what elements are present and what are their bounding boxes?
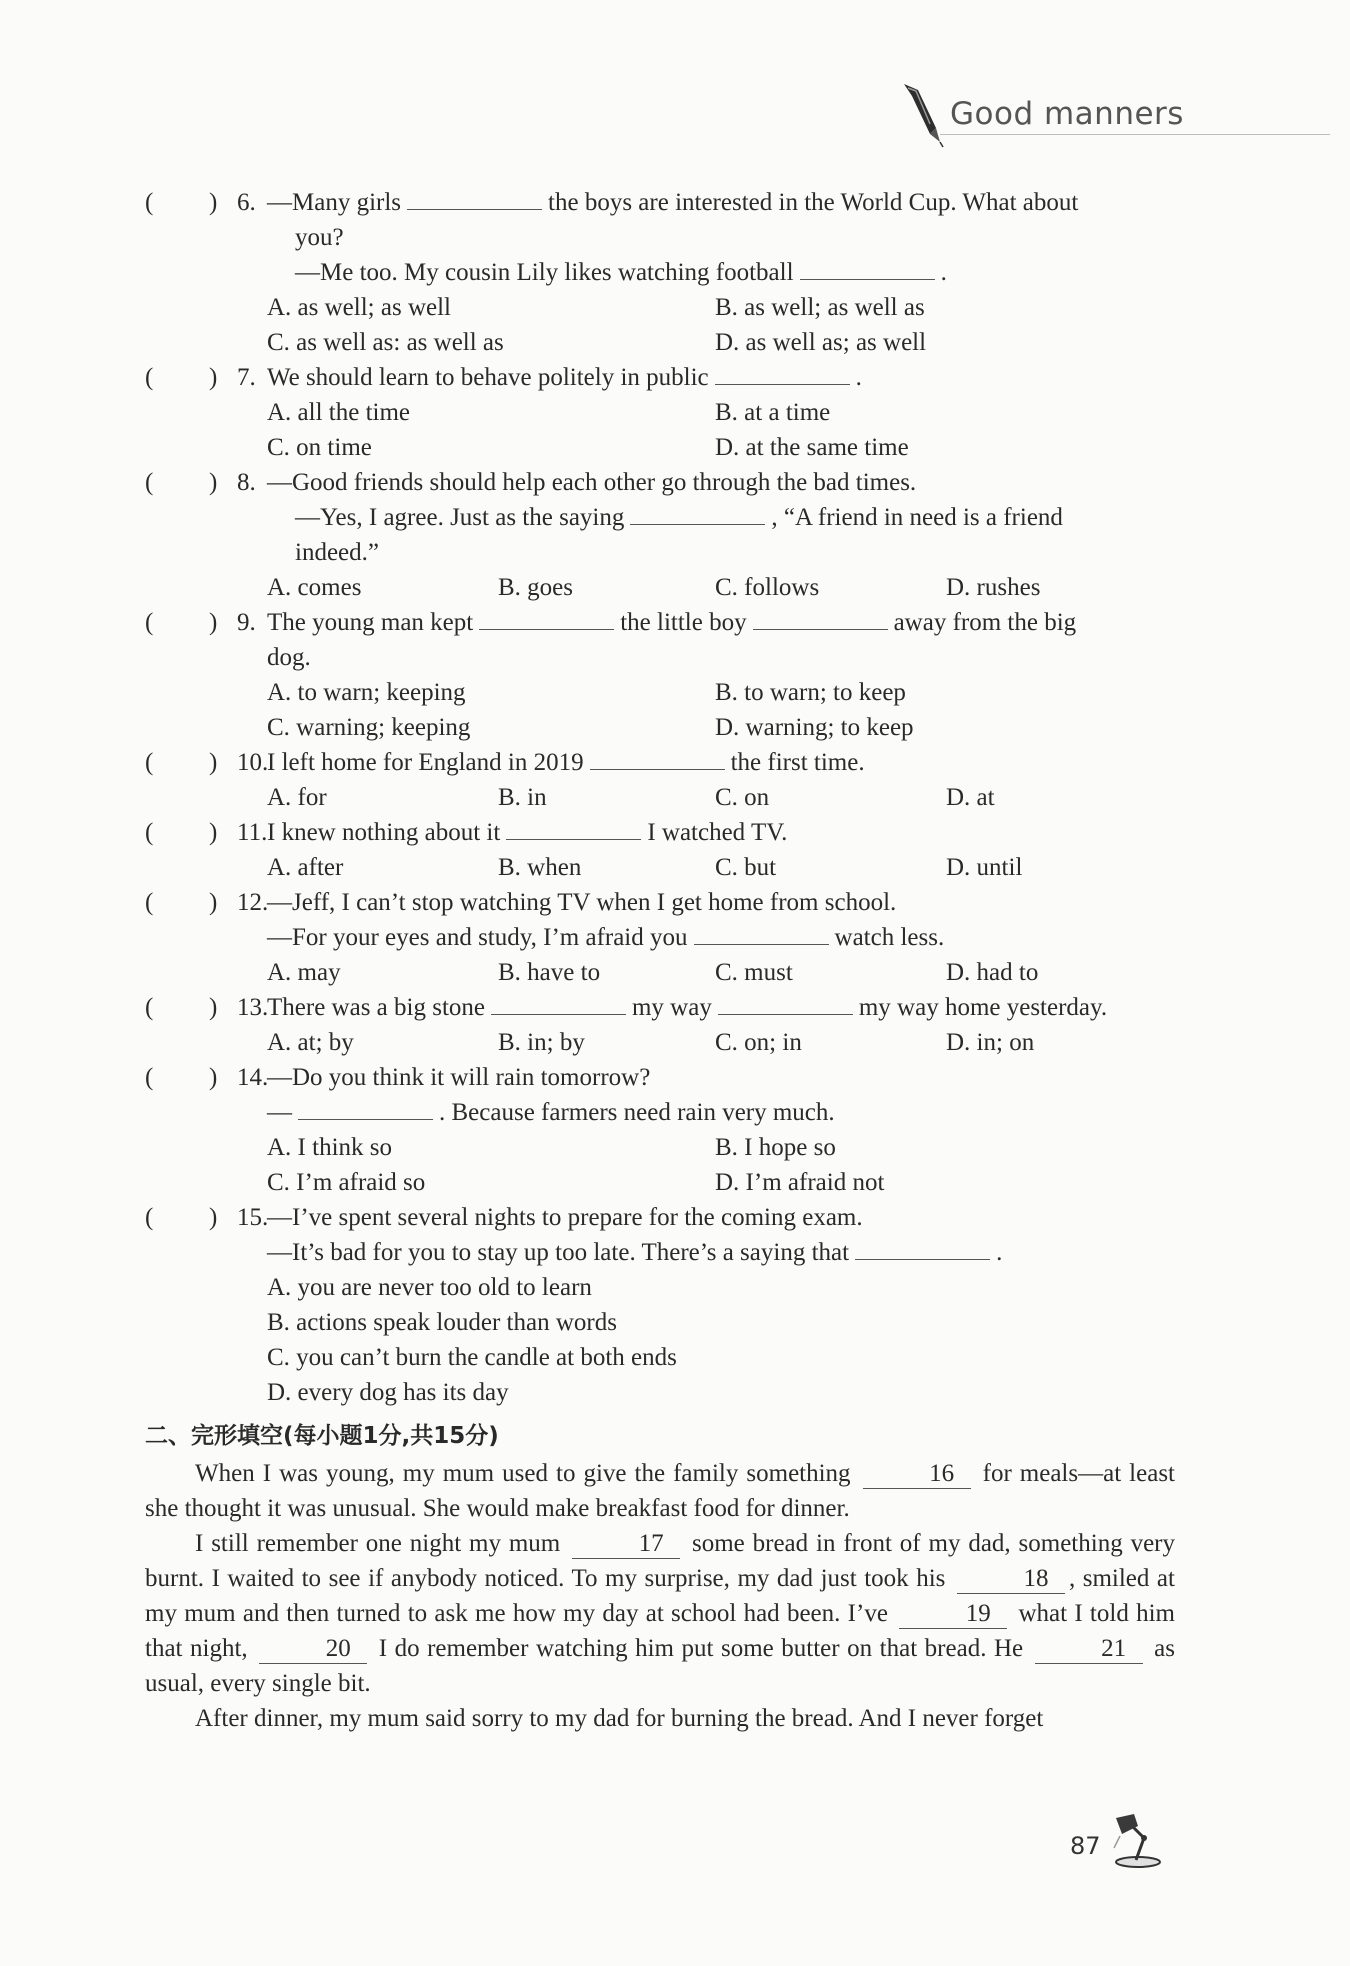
right-paren: ) [209, 609, 218, 636]
question-stem-line [267, 920, 1175, 955]
stem-text: my way [631, 994, 712, 1021]
question-stem-line [267, 1200, 1175, 1235]
question-body [267, 745, 1175, 815]
question-body [267, 360, 1175, 465]
question-body [267, 605, 1175, 745]
passage-text: what I told him that night, [145, 1600, 1175, 1662]
stem-text: the boys are interested in the World Cup. What about [548, 189, 1079, 216]
stem-text: the little boy [620, 609, 747, 636]
right-paren: ) [209, 994, 218, 1021]
question-body [267, 1200, 1175, 1410]
question-body [267, 885, 1175, 990]
answer-blank[interactable] [590, 747, 725, 770]
options-list [267, 780, 1175, 815]
question-body [267, 185, 1175, 360]
question-body [267, 465, 1175, 605]
left-paren: ( [145, 1204, 154, 1231]
stem-text: . [996, 1239, 1003, 1266]
options-list [267, 1270, 1175, 1410]
option-a[interactable]: A. at; by [267, 1029, 354, 1056]
passage-text: I still remember one night my mum [195, 1530, 569, 1557]
answer-blank[interactable] [479, 607, 614, 630]
question-number: 14. [237, 1064, 269, 1091]
options-list [267, 850, 1175, 885]
stem-text: —For your eyes and study, I’m afraid you [267, 924, 688, 951]
question-number: 6. [237, 189, 256, 216]
header-title: Good manners [950, 96, 1184, 132]
right-paren: ) [209, 819, 218, 846]
stem-text: . [940, 259, 947, 286]
option-c[interactable]: C. on [715, 784, 770, 811]
stem-text: away from the big [893, 609, 1077, 636]
answer-blank[interactable] [506, 817, 641, 840]
option-d[interactable]: D. as well as; as well [715, 329, 927, 356]
option-b[interactable]: B. at a time [715, 399, 831, 426]
stem-text: indeed.” [295, 539, 379, 566]
option-d[interactable]: D. at [946, 784, 995, 811]
page-header [890, 82, 1330, 152]
stem-text: my way home yesterday. [858, 994, 1108, 1021]
left-paren: ( [145, 889, 154, 916]
option-d[interactable]: D. in; on [946, 1029, 1035, 1056]
cloze-blank[interactable]: 16 [863, 1460, 971, 1489]
option-d[interactable]: D. rushes [946, 574, 1041, 601]
options-list [267, 675, 1175, 745]
stem-text: I left home for England in 2019 [267, 749, 584, 776]
question-number: 10. [237, 749, 269, 776]
answer-blank[interactable] [407, 187, 542, 210]
answer-blank[interactable] [694, 922, 829, 945]
option-d[interactable]: D. until [946, 854, 1023, 881]
question-item [145, 990, 1175, 1060]
stem-text: We should learn to behave politely in public [267, 364, 709, 391]
question-number: 13. [237, 994, 269, 1021]
option-a[interactable]: A. to warn; keeping [267, 679, 466, 706]
question-number: 12. [237, 889, 269, 916]
right-paren: ) [209, 749, 218, 776]
question-stem-line [267, 885, 1175, 920]
question-number: 15. [237, 1204, 269, 1231]
left-paren: ( [145, 364, 154, 391]
option-a[interactable]: A. comes [267, 574, 362, 601]
cloze-passage [145, 1456, 1175, 1736]
option-b[interactable]: B. goes [498, 574, 573, 601]
question-body [267, 1060, 1175, 1200]
passage-text: When I was young, my mum used to give the family something [195, 1460, 859, 1487]
desk-lamp-icon [1108, 1810, 1168, 1870]
question-stem-line [267, 360, 1175, 395]
option-b[interactable]: B. in [498, 784, 547, 811]
options-list [267, 955, 1175, 990]
question-item [145, 465, 1175, 605]
question-stem-line [267, 1235, 1175, 1270]
cloze-blank[interactable]: 20 [259, 1635, 367, 1664]
options-list [267, 290, 1175, 360]
option-b[interactable]: B. as well; as well as [715, 294, 925, 321]
option-a[interactable]: A. as well; as well [267, 294, 451, 321]
cloze-blank[interactable]: 21 [1035, 1635, 1143, 1664]
question-stem-line [267, 745, 1175, 780]
option-b[interactable]: B. when [498, 854, 582, 881]
option-d[interactable]: D. had to [946, 959, 1039, 986]
passage-paragraph [145, 1701, 1175, 1736]
option-c[interactable]: C. you can’t burn the candle at both ends [267, 1344, 677, 1371]
option-a[interactable]: A. after [267, 854, 344, 881]
stem-text: —Me too. My cousin Lily likes watching football [295, 259, 794, 286]
question-stem-line [267, 1060, 1175, 1095]
cloze-blank[interactable]: 18 [957, 1565, 1065, 1594]
option-d[interactable]: D. at the same time [715, 434, 909, 461]
left-paren: ( [145, 469, 154, 496]
option-a[interactable]: A. I think so [267, 1134, 392, 1161]
options-list [267, 395, 1175, 465]
passage-paragraph [145, 1526, 1175, 1701]
passage-text: After dinner, my mum said sorry to my dad for burning the bread. And I never forget [195, 1705, 1044, 1732]
header-rule [940, 134, 1330, 135]
right-paren: ) [209, 1204, 218, 1231]
question-number: 7. [237, 364, 256, 391]
options-list [267, 1025, 1175, 1060]
stem-text: watch less. [834, 924, 945, 951]
stem-text: , “A friend in need is a friend [771, 504, 1063, 531]
stem-text: dog. [267, 644, 311, 671]
question-item [145, 1060, 1175, 1200]
option-d[interactable]: D. I’m afraid not [715, 1169, 885, 1196]
left-paren: ( [145, 819, 154, 846]
left-paren: ( [145, 1064, 154, 1091]
right-paren: ) [209, 469, 218, 496]
question-stem-line [267, 255, 1175, 290]
option-c[interactable]: C. as well as: as well as [267, 329, 504, 356]
stem-text: I knew nothing about it [267, 819, 501, 846]
stem-text: There was a big stone [267, 994, 485, 1021]
cloze-blank[interactable]: 19 [899, 1600, 1007, 1629]
options-list [267, 1130, 1175, 1200]
stem-text: The young man kept [267, 609, 474, 636]
question-item [145, 815, 1175, 885]
stem-text: . [855, 364, 862, 391]
option-b[interactable]: B. I hope so [715, 1134, 836, 1161]
question-stem-line [267, 815, 1175, 850]
section-heading: 二、完形填空(每小题1分,共15分) [145, 1423, 499, 1449]
option-d[interactable]: D. warning; to keep [715, 714, 914, 741]
stem-text: —Many girls [267, 189, 402, 216]
stem-text: I watched TV. [647, 819, 788, 846]
passage-text: , smiled at my mum and then turned to ask me how my day at school had been. I’ve [145, 1565, 1175, 1627]
stem-text: —Yes, I agree. Just as the saying [295, 504, 625, 531]
cloze-blank[interactable]: 17 [572, 1530, 680, 1559]
stem-text: —It’s bad for you to stay up too late. There’s a saying that [267, 1239, 850, 1266]
question-item [145, 1200, 1175, 1410]
stem-text: —I’ve spent several nights to prepare for the coming exam. [267, 1204, 863, 1231]
answer-blank[interactable] [715, 362, 850, 385]
passage-text: as usual, every single bit. [145, 1635, 1175, 1697]
option-c[interactable]: C. on; in [715, 1029, 802, 1056]
option-b[interactable]: B. have to [498, 959, 601, 986]
option-b[interactable]: B. in; by [498, 1029, 585, 1056]
question-stem-line [267, 990, 1175, 1025]
question-stem-line [267, 220, 1175, 255]
page-number: 87 [1070, 1832, 1101, 1860]
option-c[interactable]: C. must [715, 959, 793, 986]
option-c[interactable]: C. I’m afraid so [267, 1169, 426, 1196]
option-d[interactable]: D. every dog has its day [267, 1379, 509, 1406]
stem-text: you? [295, 224, 344, 251]
right-paren: ) [209, 1064, 218, 1091]
question-stem-line [267, 535, 1175, 570]
left-paren: ( [145, 189, 154, 216]
left-paren: ( [145, 994, 154, 1021]
option-c[interactable]: C. follows [715, 574, 820, 601]
option-a[interactable]: A. for [267, 784, 327, 811]
right-paren: ) [209, 189, 218, 216]
option-c[interactable]: C. on time [267, 434, 372, 461]
answer-blank[interactable] [855, 1237, 990, 1260]
stem-text: the first time. [730, 749, 865, 776]
stem-text: . Because farmers need rain very much. [439, 1099, 835, 1126]
passage-paragraph [145, 1456, 1175, 1526]
question-item [145, 885, 1175, 990]
answer-blank[interactable] [491, 992, 626, 1015]
passage-text: I do remember watching him put some butter on that bread. He [371, 1635, 1031, 1662]
option-a[interactable]: A. you are never too old to learn [267, 1274, 592, 1301]
right-paren: ) [209, 364, 218, 391]
option-c[interactable]: C. but [715, 854, 777, 881]
answer-blank[interactable] [718, 992, 853, 1015]
question-stem-line [267, 605, 1175, 640]
answer-blank[interactable] [753, 607, 888, 630]
question-stem-line [267, 465, 1175, 500]
question-stem-line [267, 500, 1175, 535]
left-paren: ( [145, 609, 154, 636]
exercise-content [145, 185, 1175, 1736]
passage-text: for meals—at least she thought it was unusual. She would make breakfast food for dinner. [145, 1460, 1175, 1522]
option-b[interactable]: B. actions speak louder than words [267, 1309, 617, 1336]
option-a[interactable]: A. may [267, 959, 341, 986]
question-item [145, 745, 1175, 815]
question-item [145, 360, 1175, 465]
option-c[interactable]: C. warning; keeping [267, 714, 471, 741]
question-item [145, 185, 1175, 360]
stem-text: — [267, 1099, 292, 1126]
stem-text: —Jeff, I can’t stop watching TV when I get home from school. [267, 889, 897, 916]
question-body [267, 815, 1175, 885]
option-b[interactable]: B. to warn; to keep [715, 679, 906, 706]
stem-text: —Good friends should help each other go through the bad times. [267, 469, 917, 496]
question-stem-line [267, 185, 1175, 220]
stem-text: —Do you think it will rain tomorrow? [267, 1064, 651, 1091]
answer-blank[interactable] [630, 502, 765, 525]
right-paren: ) [209, 889, 218, 916]
question-number: 9. [237, 609, 256, 636]
passage-text: some bread in front of my dad, something very burnt. I waited to see if anybody noticed. To my surprise, my dad just took his [145, 1530, 1175, 1592]
question-item [145, 605, 1175, 745]
pen-nib-icon [900, 82, 944, 148]
question-number: 8. [237, 469, 256, 496]
question-stem-line [267, 1095, 1175, 1130]
option-a[interactable]: A. all the time [267, 399, 411, 426]
question-body [267, 990, 1175, 1060]
left-paren: ( [145, 749, 154, 776]
question-number: 11. [237, 819, 268, 846]
options-list [267, 570, 1175, 605]
page-footer [1070, 1810, 1190, 1870]
answer-blank[interactable] [800, 257, 935, 280]
answer-blank[interactable] [298, 1097, 433, 1120]
question-stem-line [267, 640, 1175, 675]
